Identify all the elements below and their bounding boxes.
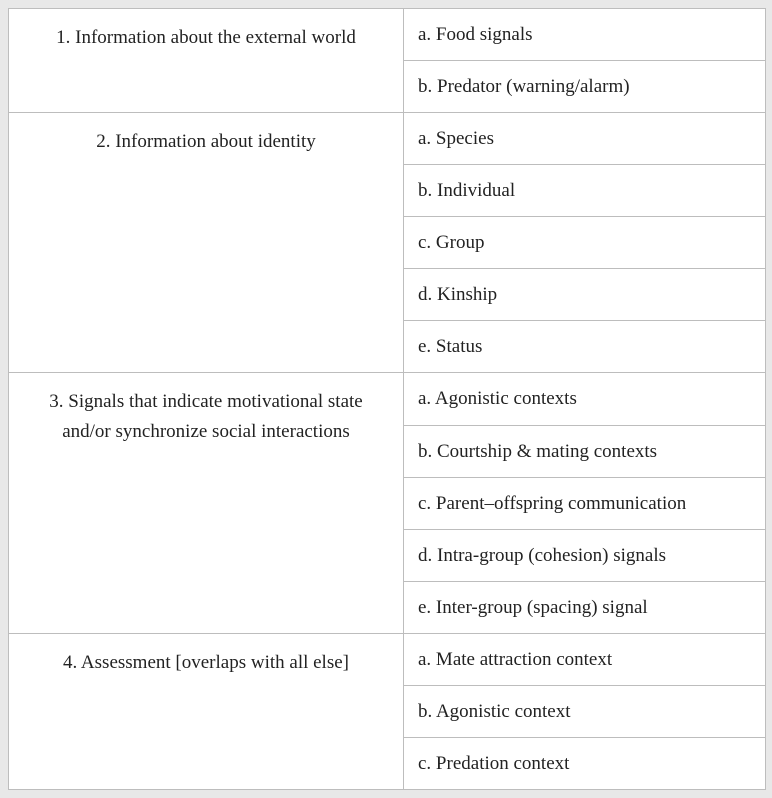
table-row — [9, 373, 766, 425]
category-cell-3: 3. Signals that indicate motivational state and/or synchronize social interactions — [9, 373, 404, 633]
item-cell: c. Predation context — [404, 737, 766, 789]
item-cell: b. Predator (warning/alarm) — [404, 61, 766, 113]
signal-classification-table — [8, 8, 766, 790]
item-cell: a. Food signals — [404, 9, 766, 61]
item-cell: c. Group — [404, 217, 766, 269]
item-cell: d. Kinship — [404, 269, 766, 321]
item-cell: a. Mate attraction context — [404, 633, 766, 685]
item-cell: e. Status — [404, 321, 766, 373]
item-cell: a. Species — [404, 113, 766, 165]
table-row — [9, 633, 766, 685]
item-cell: e. Inter-group (spacing) signal — [404, 581, 766, 633]
item-cell: b. Agonistic context — [404, 685, 766, 737]
item-cell: d. Intra-group (cohesion) signals — [404, 529, 766, 581]
item-cell: b. Individual — [404, 165, 766, 217]
table-row — [9, 113, 766, 165]
table-row — [9, 9, 766, 61]
category-cell-4: 4. Assessment [overlaps with all else] — [9, 633, 404, 789]
item-cell: c. Parent–offspring communication — [404, 477, 766, 529]
category-cell-1: 1. Information about the external world — [9, 9, 404, 113]
category-cell-2: 2. Information about identity — [9, 113, 404, 373]
item-cell: b. Courtship & mating contexts — [404, 425, 766, 477]
item-cell: a. Agonistic contexts — [404, 373, 766, 425]
